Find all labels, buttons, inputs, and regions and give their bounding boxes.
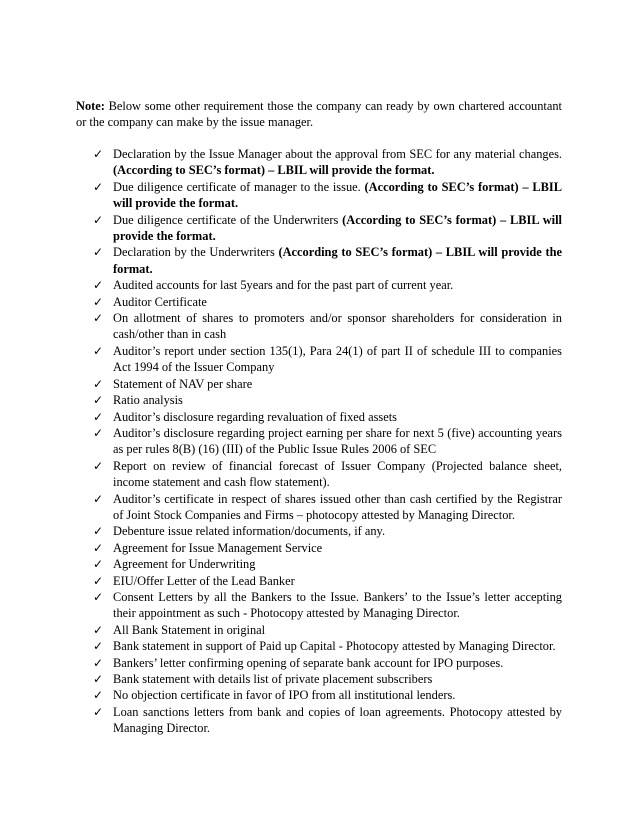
requirement-text: Consent Letters by all the Bankers to the Issue. Bankers’ to the Issue’s letter accepting their appointment as such - Photocopy attested by Managing Director. <box>113 589 562 621</box>
requirement-text: All Bank Statement in original <box>113 622 266 637</box>
checkmark-icon: ✓ <box>93 688 104 703</box>
checkmark-icon: ✓ <box>93 343 104 358</box>
checkmark-icon: ✓ <box>93 376 104 391</box>
checkmark-icon: ✓ <box>93 147 104 161</box>
checkmark-icon: ✓ <box>93 491 104 506</box>
requirement-text: Due diligence certificate of manager to the issue. <box>113 179 365 194</box>
requirement-text: No objection certificate in favor of IPO from all institutional lenders. <box>113 688 456 703</box>
requirement-text: Agreement for Issue Management Service <box>113 540 323 555</box>
checkmark-icon: ✓ <box>93 458 104 473</box>
requirement-text: Auditor’s disclosure regarding revaluation of fixed assets <box>113 409 397 424</box>
checkmark-icon: ✓ <box>93 278 104 293</box>
requirement-item <box>93 491 562 524</box>
checkmark-icon: ✓ <box>93 311 104 326</box>
requirement-text: Auditor’s report under section 135(1), Para 24(1) of part II of schedule III to companies Act 1994 of the Issuer Company <box>113 343 562 375</box>
requirement-item <box>93 573 562 589</box>
note-label: Note: <box>76 99 105 113</box>
checkmark-icon: ✓ <box>93 589 104 604</box>
requirement-item <box>93 622 562 638</box>
requirement-item <box>93 294 562 310</box>
requirement-text: Bankers’ letter confirming opening of separate bank account for IPO purposes. <box>113 655 504 670</box>
requirement-text: Loan sanctions letters from bank and copies of loan agreements. Photocopy attested by Managing Director. <box>113 704 562 736</box>
checkmark-icon: ✓ <box>93 557 104 572</box>
requirement-item <box>93 671 562 687</box>
requirement-item <box>93 540 562 556</box>
requirement-text: Bank statement with details list of private placement subscribers <box>113 672 433 686</box>
checkmark-icon: ✓ <box>93 294 104 309</box>
requirement-item <box>93 277 562 293</box>
requirement-bold-text: (According to SEC’s format) – LBIL will provide the format. <box>113 179 562 211</box>
checkmark-icon: ✓ <box>93 540 104 555</box>
requirement-item <box>93 310 562 343</box>
requirement-text: Bank statement in support of Paid up Capital - Photocopy attested by Managing Director. <box>113 639 556 654</box>
requirements-list <box>93 146 562 737</box>
requirement-text: Audited accounts for last 5years and for the past part of current year. <box>113 278 454 293</box>
requirement-text: Due diligence certificate of the Underwriters <box>113 212 343 227</box>
requirement-text: Auditor’s disclosure regarding project earning per share for next 5 (five) accounting years as per rules 8(B) (16) (III) of the Public Issue Rules 2006 of SEC <box>113 425 562 457</box>
requirement-bold-text: (According to SEC’s format) – LBIL will provide the format. <box>113 163 435 178</box>
requirement-text: Auditor Certificate <box>113 294 207 309</box>
checkmark-icon: ✓ <box>93 672 104 686</box>
checkmark-icon: ✓ <box>93 393 104 408</box>
requirement-item <box>93 376 562 392</box>
note-paragraph <box>76 98 562 131</box>
requirement-text: Report on review of financial forecast of Issuer Company (Projected balance sheet, income statement and cash flow statement). <box>113 458 562 490</box>
requirement-item <box>93 244 562 277</box>
checkmark-icon: ✓ <box>93 245 104 260</box>
requirement-item <box>93 343 562 376</box>
requirement-text: Declaration by the Issue Manager about the approval from SEC for any material changes. <box>113 147 562 161</box>
requirement-item <box>93 556 562 572</box>
requirement-item <box>93 392 562 408</box>
checkmark-icon: ✓ <box>93 425 104 440</box>
checkmark-icon: ✓ <box>93 573 104 588</box>
checkmark-icon: ✓ <box>93 655 104 670</box>
requirement-item <box>93 179 562 212</box>
requirement-item <box>93 655 562 671</box>
checkmark-icon: ✓ <box>93 179 104 194</box>
requirement-item <box>93 458 562 491</box>
requirement-item <box>93 523 562 539</box>
requirement-bold-text: (According to SEC’s format) – LBIL will provide the format. <box>113 212 562 244</box>
requirement-text: EIU/Offer Letter of the Lead Banker <box>113 573 295 588</box>
requirement-text: On allotment of shares to promoters and/or sponsor shareholders for consideration in cash/other than in cash <box>113 311 562 342</box>
requirement-item <box>93 425 562 458</box>
requirement-text: Auditor’s certificate in respect of shares issued other than cash certified by the Registrar of Joint Stock Companies and Firms – photocopy attested by Managing Director. <box>113 491 562 522</box>
requirement-item <box>93 212 562 245</box>
requirement-item <box>93 409 562 425</box>
requirement-item <box>93 146 562 179</box>
requirement-text: Debenture issue related information/documents, if any. <box>113 524 386 539</box>
requirement-text: Agreement for Underwriting <box>113 557 256 572</box>
checkmark-icon: ✓ <box>93 212 104 227</box>
requirement-text: Statement of NAV per share <box>113 376 253 391</box>
requirement-item <box>93 638 562 654</box>
checkmark-icon: ✓ <box>93 409 104 424</box>
requirement-bold-text: (According to SEC’s format) – LBIL will provide the format. <box>113 245 562 276</box>
requirement-item <box>93 589 562 622</box>
requirement-item <box>93 687 562 703</box>
requirement-text: Ratio analysis <box>113 393 183 408</box>
note-text: Below some other requirement those the company can ready by own chartered accountant or the company can make by the issue manager. <box>76 99 562 130</box>
requirement-text: Declaration by the Underwriters <box>113 245 279 260</box>
requirement-item <box>93 704 562 737</box>
checkmark-icon: ✓ <box>93 704 104 719</box>
checkmark-icon: ✓ <box>93 524 104 539</box>
checkmark-icon: ✓ <box>93 622 104 637</box>
checkmark-icon: ✓ <box>93 639 104 654</box>
